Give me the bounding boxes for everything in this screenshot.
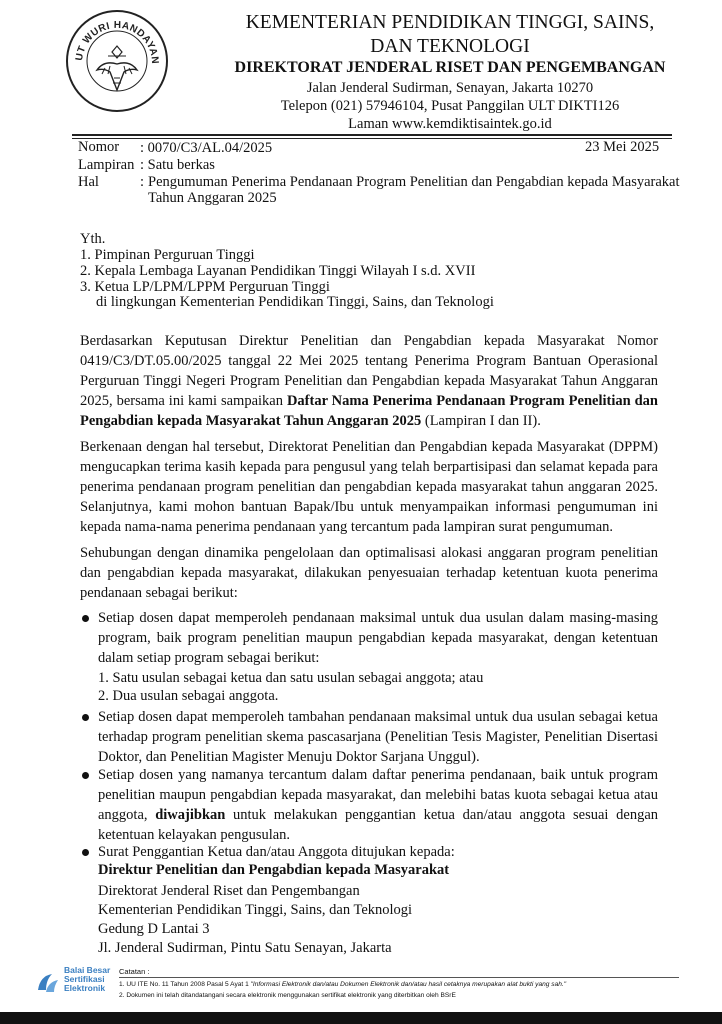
paragraph-thanks: Berkenaan dengan hal tersebut, Direktorat Penelitian dan Pengabdian kepada Masyarakat (DPPM) mengucapkan terima kasih kepada para pengusul yang telah berpartisipasi dan selamat kepada para penerima pendanaan program penelitian dan pengabdian kepada masyarakat tahun anggaran 2025. Selanjutnya, kami mohon bantuan Bapak/Ibu untuk menyampaikan informasi pengumuman ini kepada nama-nama penerima pendanaan yang tercantum pada lampiran surat pengumuman. (80, 439, 658, 535)
bullet-sub-item-2: 2. Dua usulan sebagai anggota. (98, 688, 279, 704)
directorate-name: DIREKTORAT JENDERAL RISET DAN PENGEMBANGAN (234, 59, 666, 76)
footer-note-heading: Catatan : (119, 967, 150, 976)
footer-divider (119, 977, 679, 978)
bullet-letter-address: Surat Penggantian Ketua dan/atau Anggota ditujukan kepada: (98, 844, 455, 860)
ministry-name-line1: KEMENTERIAN PENDIDIKAN TINGGI, SAINS, (245, 12, 655, 33)
bsre-emblem-icon (34, 968, 62, 996)
paragraph-decision (80, 331, 658, 431)
bullet-postgrad: Setiap dosen dapat memperoleh tambahan pendanaan maksimal untuk dua usulan sebagai ketua terhadap program penelitian skema pascasarjana (Penelitian Tesis Magister, Penelitian Disertasi Doktor, dan Penelitian Magister Menuju Doktor Sarjana Unggul). (98, 709, 658, 765)
bottom-edge-bar (0, 1012, 722, 1024)
lampiran-label: Lampiran (78, 157, 135, 173)
addressee-3: 3. Ketua LP/LPM/LPPM Perguruan Tinggi (80, 279, 330, 295)
footer-note-2: 2. Dokumen ini telah ditandatangani secara elektronik menggunakan sertifikat elektronik yang diterbitkan oleh BSrE (119, 992, 456, 999)
letterhead-rule-thick (72, 134, 672, 136)
footer-note-1 (119, 981, 566, 988)
addressee-2: 2. Kepala Lembaga Layanan Pendidikan Tinggi Wilayah I s.d. XVII (80, 263, 476, 279)
hal-line1: Pengumuman Penerima Pendanaan Program Penelitian dan Pengabdian kepada Masyarakat (148, 174, 680, 190)
ministry-name-line2: DAN TEKNOLOGI (370, 36, 530, 57)
address: Jalan Jenderal Sudirman, Senayan, Jakarta 10270 (306, 80, 594, 96)
recipient-line-3: Gedung D Lantai 3 (98, 921, 210, 937)
bsre-text-line2: Sertifikasi (64, 974, 105, 984)
bsre-text-line1: Balai Besar (64, 965, 111, 975)
letter-date: 23 Mei 2025 (585, 139, 660, 155)
paragraph-decision-text-b: (Lampiran I dan II). (421, 413, 541, 429)
addressee-3-scope: di lingkungan Kementerian Pendidikan Tinggi, Sains, dan Teknologi (96, 294, 494, 310)
paragraph-decision-bold: Daftar Nama Penerima Pendanaan Program Penelitian dan Pengabdian kepada Masyarakat Tahun Anggaran 2025 (80, 393, 658, 429)
bullet-replacement-bold: diwajibkan (155, 807, 226, 823)
nomor-value: : 0070/C3/AL.04/2025 (140, 140, 273, 156)
logo-motto: UT WURI HANDAYAN (73, 19, 161, 65)
recipient-line-1: Direktorat Jenderal Riset dan Pengembangan (98, 883, 360, 899)
hal-label: Hal (78, 174, 99, 190)
bullet-dot (82, 714, 89, 721)
bsre-logo (34, 966, 118, 1002)
bullet-sub-item-1: 1. Satu usulan sebagai ketua dan satu usulan sebagai anggota; atau (98, 670, 484, 686)
recipient-title: Direktur Penelitian dan Pengabdian kepada Masyarakat (98, 862, 450, 878)
salutation: Yth. (80, 231, 106, 247)
bsre-text-line3: Elektronik (64, 983, 106, 993)
website: Laman www.kemdiktisaintek.go.id (348, 116, 552, 132)
footer-note-1-quote: "Informasi Elektronik dan/atau Dokumen Elektronik dan/atau hasil cetaknya merupakan alat bukti yang sah." (250, 981, 567, 988)
recipient-line-4: Jl. Jenderal Sudirman, Pintu Satu Senayan, Jakarta (98, 940, 392, 956)
ministry-logo (64, 8, 170, 114)
hal-colon: : (140, 174, 145, 190)
phone: Telepon (021) 57946104, Pusat Panggilan ULT DIKTI126 (280, 98, 620, 114)
bullet-replacement (98, 765, 658, 845)
bullet-quota-max: Setiap dosen dapat memperoleh pendanaan maksimal untuk dua usulan dalam masing-masing program, baik program penelitian maupun pengabdian kepada masyarakat, dengan ketentuan dalam setiap program sebagai berikut: (98, 610, 658, 666)
bullet-replacement-text-b: untuk melakukan penggantian ketua dan/atau anggota sesuai dengan ketentuan kelayakan pengusulan. (98, 807, 659, 843)
bullet-dot (82, 849, 89, 856)
bullet-dot (82, 615, 89, 622)
bullet-replacement-text-a: Setiap dosen yang namanya tercantum dalam daftar penerima pendanaan, baik untuk program penelitian maupun pengabdian kepada masyarakat, dan melebihi batas kuota sebagai ketua atau anggota, (98, 767, 658, 823)
nomor-label: Nomor (78, 139, 120, 155)
bullet-dot (82, 772, 89, 779)
footer-note-1-law: 1. UU ITE No. 11 Tahun 2008 Pasal 5 Ayat 1 (119, 981, 251, 988)
addressee-1: 1. Pimpinan Perguruan Tinggi (80, 247, 255, 263)
letterhead-rule-thin (72, 138, 672, 139)
lampiran-value: : Satu berkas (140, 157, 215, 173)
paragraph-quota-intro: Sehubungan dengan dinamika pengelolaan dan optimalisasi alokasi anggaran program penelitian dan pengabdian kepada masyarakat, dilakukan penyesuaian terhadap ketentuan kuota penerima pendanaan sebagai berikut: (80, 545, 658, 601)
paragraph-decision-text-a: Berdasarkan Keputusan Direktur Penelitian dan Pengabdian kepada Masyarakat Nomor 0419/C3/DT.05.00/2025 tanggal 22 Mei 2025 tentang Penerima Program Bantuan Operasional Perguruan Tinggi Negeri Program Penelitian dan Pengabdian kepada Masyarakat Tahun Anggaran 2025, bersama ini kami sampaikan (80, 333, 658, 409)
recipient-line-2: Kementerian Pendidikan Tinggi, Sains, dan Teknologi (98, 902, 413, 918)
hal-line2: Tahun Anggaran 2025 (148, 190, 277, 206)
